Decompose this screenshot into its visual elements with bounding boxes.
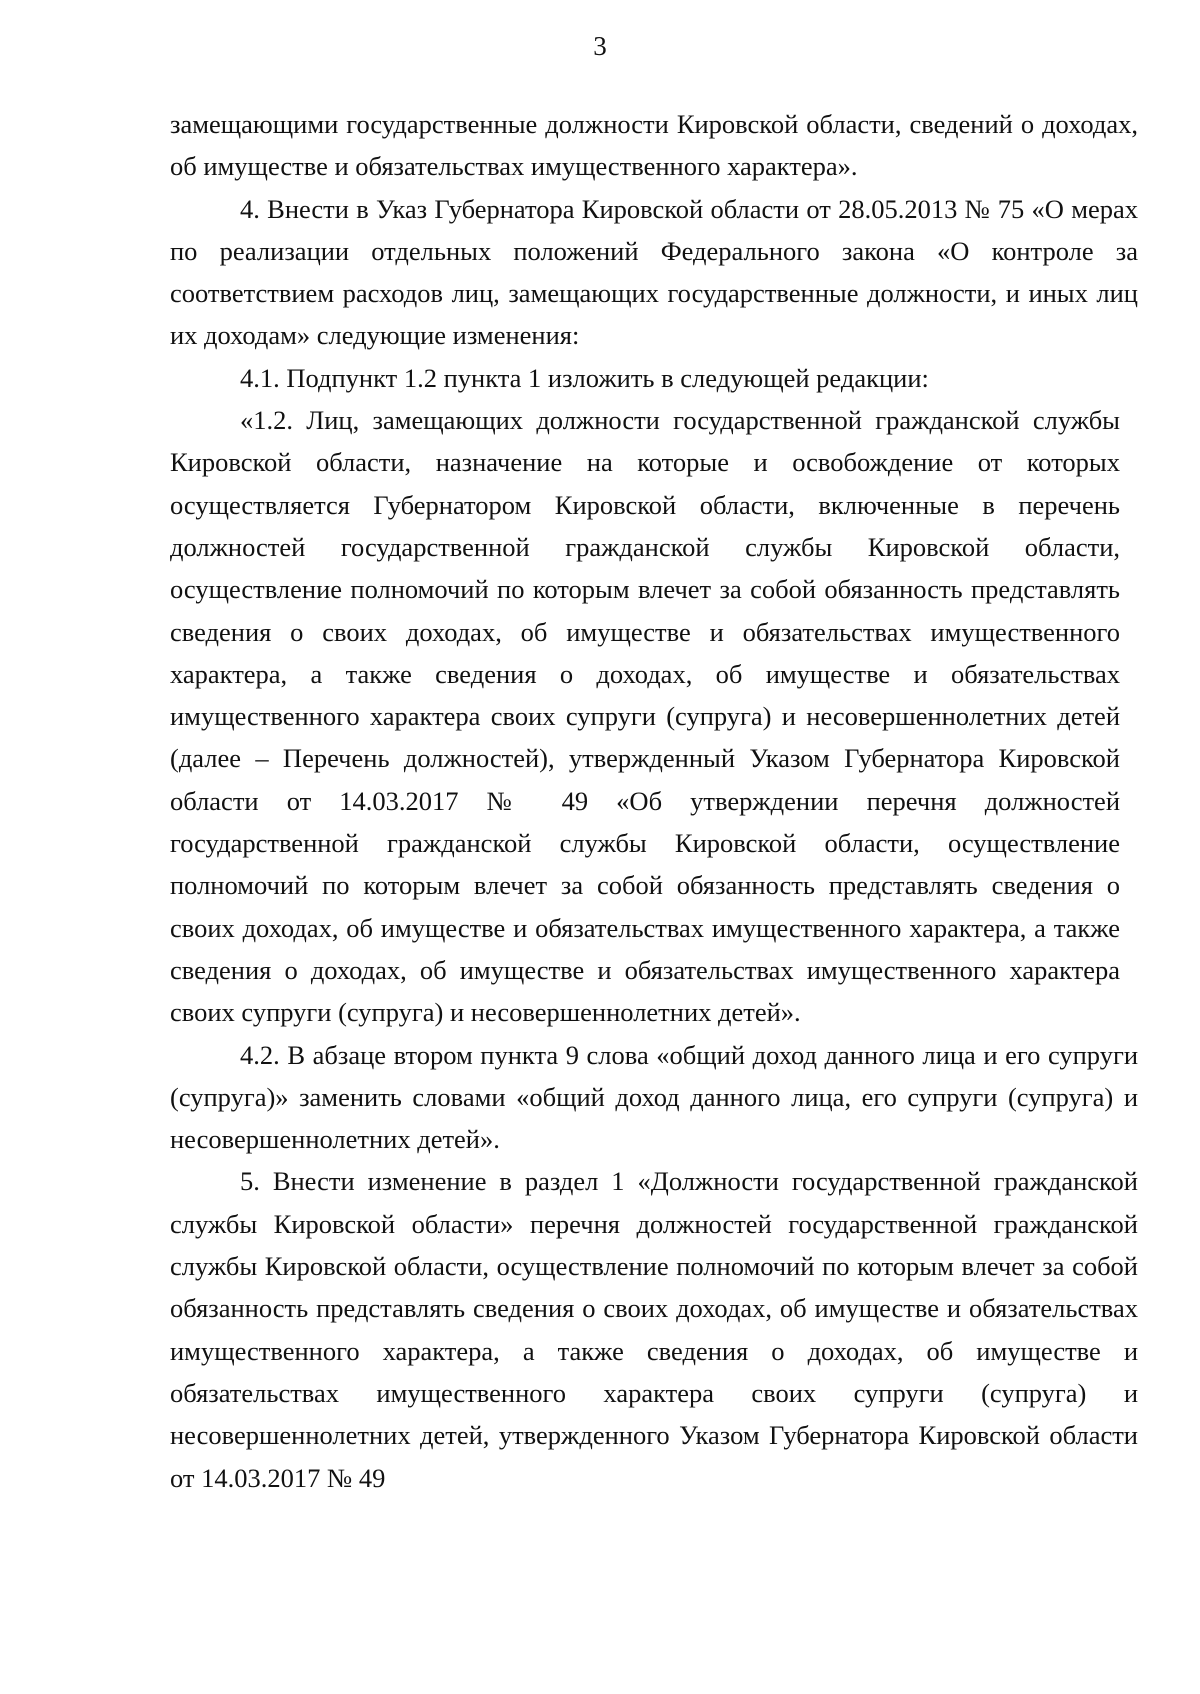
paragraph-item-5: 5. Внести изменение в раздел 1 «Должности государственной гражданской службы Кировской области» перечня должностей государственной гражданской службы Кировской области, осуществление полномочий по которым влечет за собой обязанность представлять сведения о своих доходах, об имуществе и обязательствах имущественного характера, а также сведения о доходах, об имуществе и обязательствах имущественного характера своих супруги (супруга) и несовершеннолетних детей, утвержденного Указом Губернатора Кировской области от 14.03.2017 № 49 <box>170 1166 1138 1493</box>
paragraph-quoted-1-2: «1.2. Лиц, замещающих должности государственной гражданской службы Кировской области, назначение на которые и освобождение от которых осуществляется Губернатором Кировской области, включенные в перечень должностей государственной гражданской службы Кировской области, осуществление полномочий по которым влечет за собой обязанность представлять сведения о своих доходах, об имуществе и обязательствах имущественного характера, а также сведения о доходах, об имуществе и обязательствах имущественного характера своих супруги (супруга) и несовершеннолетних детей (далее – Перечень должностей), утвержденный Указом Губернатора Кировской области от 14.03.2017 № 49 «Об утверждении перечня должностей государственной гражданской службы Кировской области, осуществление полномочий по которым влечет за собой обязанность представлять сведения о своих доходах, об имуществе и обязательствах имущественного характера, а также сведения о доходах, об имуществе и обязательствах имущественного характера своих супруги (супруга) и несовершеннолетних детей». <box>170 405 1120 1028</box>
page-number: 3 <box>593 31 607 61</box>
paragraph-item-4: 4. Внести в Указ Губернатора Кировской области от 28.05.2013 № 75 «О мерах по реализации отдельных положений Федерального закона «О контроле за соответствием расходов лиц, замещающих государственные должности, и иных лиц их доходам» следующие изменения: <box>170 193 1138 351</box>
paragraph-item-4-2: 4.2. В абзаце втором пункта 9 слова «общий доход данного лица и его супруги (супруга)» заменить словами «общий доход данного лица, его супруги (супруга) и несовершеннолетних детей». <box>170 1039 1138 1155</box>
document-body <box>170 103 1138 1499</box>
paragraph-continuation: замещающими государственные должности Кировской области, сведений о доходах, об имуществе и обязательствах имущественного характера». <box>170 109 1138 182</box>
paragraph-item-4-1: 4.1. Подпункт 1.2 пункта 1 изложить в следующей редакции: <box>240 362 929 393</box>
